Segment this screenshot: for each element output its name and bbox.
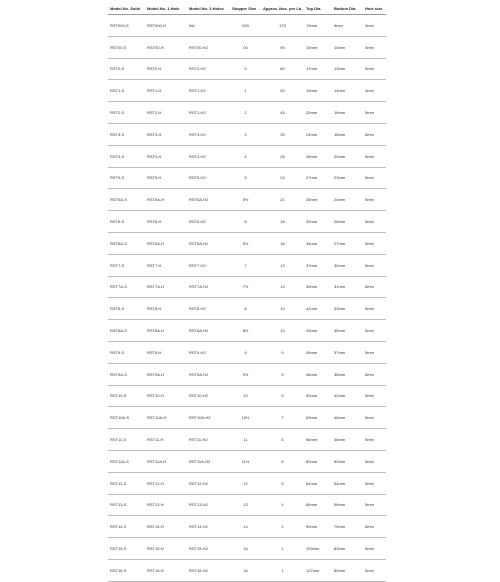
cell-model-solid: RST5-S [108, 167, 145, 189]
stopper-spec-table-wrapper [108, 2, 386, 582]
cell-model-1-hole: RST5-H [145, 167, 187, 189]
cell-top-dia: 66mm [304, 494, 332, 516]
cell-model-1-hole: RST5A-H [145, 189, 187, 211]
cell-model-2-holes: RST00-H2 [187, 36, 230, 58]
cell-stopper-size: 7½ [230, 276, 261, 298]
cell-hole-size: 5mm [363, 559, 386, 581]
cell-model-solid: RST5A-S [108, 189, 145, 211]
cell-model-solid: RST15-S [108, 538, 145, 560]
cell-bottom-dia: 83mm [332, 538, 363, 560]
cell-hole-size: 5mm [363, 276, 386, 298]
cell-model-2-holes: RST8-H2 [187, 298, 230, 320]
cell-model-1-hole: RST6A-H [145, 232, 187, 254]
table-row [108, 341, 386, 363]
cell-model-2-holes: RST6-H2 [187, 211, 230, 233]
table-row [108, 189, 386, 211]
cell-stopper-size: 16 [230, 559, 261, 581]
cell-top-dia: 37mm [304, 254, 332, 276]
cell-bottom-dia: 20mm [332, 145, 363, 167]
table-row [108, 123, 386, 145]
cell-bottom-dia: 54mm [332, 472, 363, 494]
cell-model-1-hole: RST000-H [145, 15, 187, 37]
cell-model-1-hole: RST2-H [145, 102, 187, 124]
cell-approx-nos: 6 [261, 450, 304, 472]
stopper-spec-table [108, 2, 386, 582]
header-model-2-holes: Model No. 2-Holes [187, 2, 230, 15]
cell-approx-nos: 52 [261, 80, 304, 102]
table-row [108, 232, 386, 254]
cell-model-solid: RST2-S [108, 102, 145, 124]
cell-top-dia: 20mm [304, 102, 332, 124]
cell-approx-nos: 4 [261, 494, 304, 516]
cell-approx-nos: 21 [261, 189, 304, 211]
cell-approx-nos: 10 [261, 320, 304, 342]
cell-model-solid: RST9-S [108, 341, 145, 363]
cell-bottom-dia: 56mm [332, 494, 363, 516]
cell-stopper-size: 9 [230, 341, 261, 363]
table-row [108, 494, 386, 516]
cell-model-2-holes: RST9-H2 [187, 341, 230, 363]
table-row [108, 559, 386, 581]
cell-model-2-holes: NA [187, 15, 230, 37]
cell-approx-nos: 10 [261, 298, 304, 320]
cell-bottom-dia: 24mm [332, 189, 363, 211]
cell-top-dia: 127mm [304, 559, 332, 581]
cell-model-solid: RST7-S [108, 254, 145, 276]
cell-model-1-hole: RST9A-H [145, 363, 187, 385]
cell-bottom-dia: 75mm [332, 516, 363, 538]
cell-top-dia: 41mm [304, 298, 332, 320]
cell-bottom-dia: 14mm [332, 80, 363, 102]
cell-hole-size: 5mm [363, 254, 386, 276]
header-model-1-hole: Model No. 1-Hole [145, 2, 187, 15]
cell-approx-nos: 90 [261, 36, 304, 58]
cell-hole-size: 5mm [363, 363, 386, 385]
cell-approx-nos: 1 [261, 516, 304, 538]
cell-stopper-size: 00 [230, 36, 261, 58]
cell-approx-nos: 6 [261, 429, 304, 451]
table-row [108, 538, 386, 560]
cell-stopper-size: 11 [230, 429, 261, 451]
cell-top-dia: 45mm [304, 341, 332, 363]
cell-hole-size: 5mm [363, 145, 386, 167]
cell-stopper-size: 10 [230, 385, 261, 407]
cell-top-dia: 103mm [304, 538, 332, 560]
table-row [108, 15, 386, 37]
cell-bottom-dia: 37mm [332, 341, 363, 363]
cell-stopper-size: 4 [230, 145, 261, 167]
cell-top-dia: 19mm [304, 80, 332, 102]
cell-top-dia: 27mm [304, 167, 332, 189]
cell-approx-nos: 1 [261, 538, 304, 560]
cell-hole-size: 3mm [363, 58, 386, 80]
cell-stopper-size: 0 [230, 58, 261, 80]
table-row [108, 58, 386, 80]
cell-model-1-hole: RST7A-H [145, 276, 187, 298]
table-row [108, 36, 386, 58]
cell-approx-nos: 24 [261, 167, 304, 189]
cell-stopper-size: 7 [230, 254, 261, 276]
cell-top-dia: 24mm [304, 123, 332, 145]
cell-bottom-dia: 50mm [332, 450, 363, 472]
cell-stopper-size: 11½ [230, 450, 261, 472]
cell-model-1-hole: RST11A-H [145, 450, 187, 472]
cell-model-1-hole: RST4-H [145, 145, 187, 167]
cell-bottom-dia: 23mm [332, 167, 363, 189]
cell-model-1-hole: RST00-H [145, 36, 187, 58]
cell-model-2-holes: RST10A-H2 [187, 407, 230, 429]
cell-top-dia: 53mm [304, 407, 332, 429]
cell-model-2-holes: RST10-H2 [187, 385, 230, 407]
cell-top-dia: 50mm [304, 385, 332, 407]
cell-model-1-hole: RST14-H [145, 516, 187, 538]
cell-stopper-size: 8 [230, 298, 261, 320]
cell-model-2-holes: RST11-H2 [187, 429, 230, 451]
cell-approx-nos: 45 [261, 102, 304, 124]
cell-top-dia: 26mm [304, 145, 332, 167]
cell-model-solid: RST00-S [108, 36, 145, 58]
cell-model-solid: RST11A-S [108, 450, 145, 472]
cell-model-2-holes: RST5-H2 [187, 167, 230, 189]
cell-stopper-size: 5½ [230, 189, 261, 211]
cell-hole-size: 5mm [363, 189, 386, 211]
cell-hole-size: 5mm [363, 298, 386, 320]
table-row [108, 385, 386, 407]
cell-approx-nos: 1 [261, 559, 304, 581]
cell-model-solid: RST6A-S [108, 232, 145, 254]
cell-model-1-hole: RST10A-H [145, 407, 187, 429]
header-stopper-size: Stopper Size [230, 2, 261, 15]
cell-model-solid: RST13-S [108, 494, 145, 516]
cell-bottom-dia: 80mm [332, 559, 363, 581]
cell-model-2-holes: RST7-H2 [187, 254, 230, 276]
cell-stopper-size: 6 [230, 211, 261, 233]
cell-model-2-holes: RST1-H2 [187, 80, 230, 102]
cell-hole-size: 5mm [363, 407, 386, 429]
cell-model-2-holes: RST8A-H2 [187, 320, 230, 342]
cell-model-1-hole: RST16-H [145, 559, 187, 581]
cell-bottom-dia: 38mm [332, 363, 363, 385]
table-row [108, 363, 386, 385]
cell-hole-size: 5mm [363, 232, 386, 254]
cell-top-dia: 32mm [304, 211, 332, 233]
cell-approx-nos: 33 [261, 123, 304, 145]
cell-model-2-holes: RST0-H2 [187, 58, 230, 80]
cell-model-1-hole: RST0-H [145, 58, 187, 80]
cell-model-2-holes: RST14-H2 [187, 516, 230, 538]
cell-model-2-holes: RST15-H2 [187, 538, 230, 560]
cell-bottom-dia: 45mm [332, 407, 363, 429]
cell-hole-size: 5mm [363, 450, 386, 472]
cell-model-1-hole: RST11-H [145, 429, 187, 451]
cell-bottom-dia: 33mm [332, 298, 363, 320]
table-header-row [108, 2, 386, 15]
cell-stopper-size: 5 [230, 167, 261, 189]
cell-bottom-dia: 31mm [332, 276, 363, 298]
cell-bottom-dia: 16mm [332, 102, 363, 124]
cell-bottom-dia: 18mm [332, 123, 363, 145]
cell-model-1-hole: RST12-H [145, 472, 187, 494]
cell-stopper-size: 2 [230, 102, 261, 124]
cell-model-solid: RST16-S [108, 559, 145, 581]
cell-approx-nos: 170 [261, 15, 304, 37]
cell-hole-size: 5mm [363, 102, 386, 124]
table-row [108, 254, 386, 276]
table-row [108, 450, 386, 472]
cell-model-1-hole: RST15-H [145, 538, 187, 560]
cell-model-1-hole: RST6-H [145, 211, 187, 233]
cell-approx-nos: 18 [261, 211, 304, 233]
cell-model-1-hole: RST10-H [145, 385, 187, 407]
table-row [108, 407, 386, 429]
cell-model-solid: RST0-S [108, 58, 145, 80]
cell-approx-nos: 9 [261, 363, 304, 385]
cell-model-solid: RST10-S [108, 385, 145, 407]
cell-model-1-hole: RST1-H [145, 80, 187, 102]
cell-hole-size: 5mm [363, 494, 386, 516]
header-hole-size: Hole size [363, 2, 386, 15]
cell-bottom-dia: 26mm [332, 211, 363, 233]
cell-model-solid: RST9A-S [108, 363, 145, 385]
header-bottom-dia: Bottom Dia. [332, 2, 363, 15]
cell-top-dia: 60mm [304, 450, 332, 472]
cell-approx-nos: 16 [261, 232, 304, 254]
cell-stopper-size: 8½ [230, 320, 261, 342]
cell-model-solid: RST8-S [108, 298, 145, 320]
cell-top-dia: 15mm [304, 36, 332, 58]
table-row [108, 276, 386, 298]
cell-model-1-hole: RST3-H [145, 123, 187, 145]
cell-model-solid: RST11-S [108, 429, 145, 451]
cell-model-2-holes: RST2-H2 [187, 102, 230, 124]
cell-bottom-dia: 9mm [332, 15, 363, 37]
cell-stopper-size: 6½ [230, 232, 261, 254]
cell-stopper-size: 13 [230, 494, 261, 516]
cell-hole-size: 5mm [363, 429, 386, 451]
cell-stopper-size: 10½ [230, 407, 261, 429]
cell-model-2-holes: RST11A-H2 [187, 450, 230, 472]
cell-model-solid: RST7A-S [108, 276, 145, 298]
cell-hole-size: 5mm [363, 472, 386, 494]
cell-hole-size: 5mm [363, 167, 386, 189]
cell-approx-nos: 60 [261, 58, 304, 80]
cell-top-dia: 17mm [304, 58, 332, 80]
cell-hole-size: 3mm [363, 36, 386, 58]
cell-model-2-holes: RST16-H2 [187, 559, 230, 581]
cell-hole-size: 5mm [363, 341, 386, 363]
cell-stopper-size: 000 [230, 15, 261, 37]
cell-model-2-holes: RST13-H2 [187, 494, 230, 516]
cell-top-dia: 90mm [304, 516, 332, 538]
cell-bottom-dia: 13mm [332, 58, 363, 80]
table-row [108, 211, 386, 233]
cell-hole-size: 3mm [363, 15, 386, 37]
cell-top-dia: 13mm [304, 15, 332, 37]
cell-hole-size: 5mm [363, 516, 386, 538]
header-model-solid: Model No. Solid [108, 2, 145, 15]
cell-top-dia: 46mm [304, 363, 332, 385]
cell-bottom-dia: 30mm [332, 254, 363, 276]
cell-stopper-size: 15 [230, 538, 261, 560]
cell-model-solid: RST8A-S [108, 320, 145, 342]
cell-bottom-dia: 35mm [332, 320, 363, 342]
cell-approx-nos: 13 [261, 276, 304, 298]
cell-approx-nos: 5 [261, 472, 304, 494]
table-row [108, 429, 386, 451]
cell-hole-size: 5mm [363, 385, 386, 407]
cell-top-dia: 34mm [304, 232, 332, 254]
cell-top-dia: 28mm [304, 189, 332, 211]
table-body [108, 15, 386, 582]
table-row [108, 167, 386, 189]
table-row [108, 145, 386, 167]
cell-stopper-size: 12 [230, 472, 261, 494]
cell-model-solid: RST1-S [108, 80, 145, 102]
cell-hole-size: 5mm [363, 211, 386, 233]
cell-hole-size: 5mm [363, 538, 386, 560]
cell-top-dia: 39mm [304, 276, 332, 298]
table-row [108, 298, 386, 320]
table-row [108, 102, 386, 124]
cell-bottom-dia: 42mm [332, 385, 363, 407]
cell-stopper-size: 1 [230, 80, 261, 102]
table-row [108, 472, 386, 494]
cell-stopper-size: 3 [230, 123, 261, 145]
cell-approx-nos: 13 [261, 254, 304, 276]
cell-approx-nos: 9 [261, 341, 304, 363]
cell-bottom-dia: 10mm [332, 36, 363, 58]
cell-model-2-holes: RST12-H2 [187, 472, 230, 494]
cell-model-1-hole: RST7-H [145, 254, 187, 276]
cell-top-dia: 64mm [304, 472, 332, 494]
header-top-dia: Top Dia. [304, 2, 332, 15]
cell-stopper-size: 14 [230, 516, 261, 538]
table-row [108, 320, 386, 342]
cell-hole-size: 5mm [363, 320, 386, 342]
cell-model-1-hole: RST8A-H [145, 320, 187, 342]
cell-model-solid: RST3-S [108, 123, 145, 145]
cell-model-2-holes: RST5A-H2 [187, 189, 230, 211]
cell-stopper-size: 9½ [230, 363, 261, 385]
table-row [108, 80, 386, 102]
cell-bottom-dia: 27mm [332, 232, 363, 254]
cell-hole-size: 4mm [363, 80, 386, 102]
cell-model-2-holes: RST6A-H2 [187, 232, 230, 254]
cell-approx-nos: 9 [261, 385, 304, 407]
cell-model-solid: RST4-S [108, 145, 145, 167]
cell-model-2-holes: RST9A-H2 [187, 363, 230, 385]
cell-bottom-dia: 46mm [332, 429, 363, 451]
cell-approx-nos: 26 [261, 145, 304, 167]
cell-model-solid: RST10A-S [108, 407, 145, 429]
cell-model-solid: RST6-S [108, 211, 145, 233]
table-row [108, 516, 386, 538]
cell-approx-nos: 7 [261, 407, 304, 429]
cell-model-2-holes: RST3-H2 [187, 123, 230, 145]
cell-top-dia: 56mm [304, 429, 332, 451]
cell-model-2-holes: RST7A-H2 [187, 276, 230, 298]
cell-hole-size: 5mm [363, 123, 386, 145]
cell-model-solid: RST12-S [108, 472, 145, 494]
header-approx-nos-per-lb: Approx. Nos. per Lb. [261, 2, 304, 15]
cell-model-1-hole: RST9-H [145, 341, 187, 363]
cell-top-dia: 43mm [304, 320, 332, 342]
cell-model-1-hole: RST8-H [145, 298, 187, 320]
cell-model-2-holes: RST4-H2 [187, 145, 230, 167]
cell-model-solid: RST14-S [108, 516, 145, 538]
cell-model-solid: RST000-S [108, 15, 145, 37]
cell-model-1-hole: RST13-H [145, 494, 187, 516]
